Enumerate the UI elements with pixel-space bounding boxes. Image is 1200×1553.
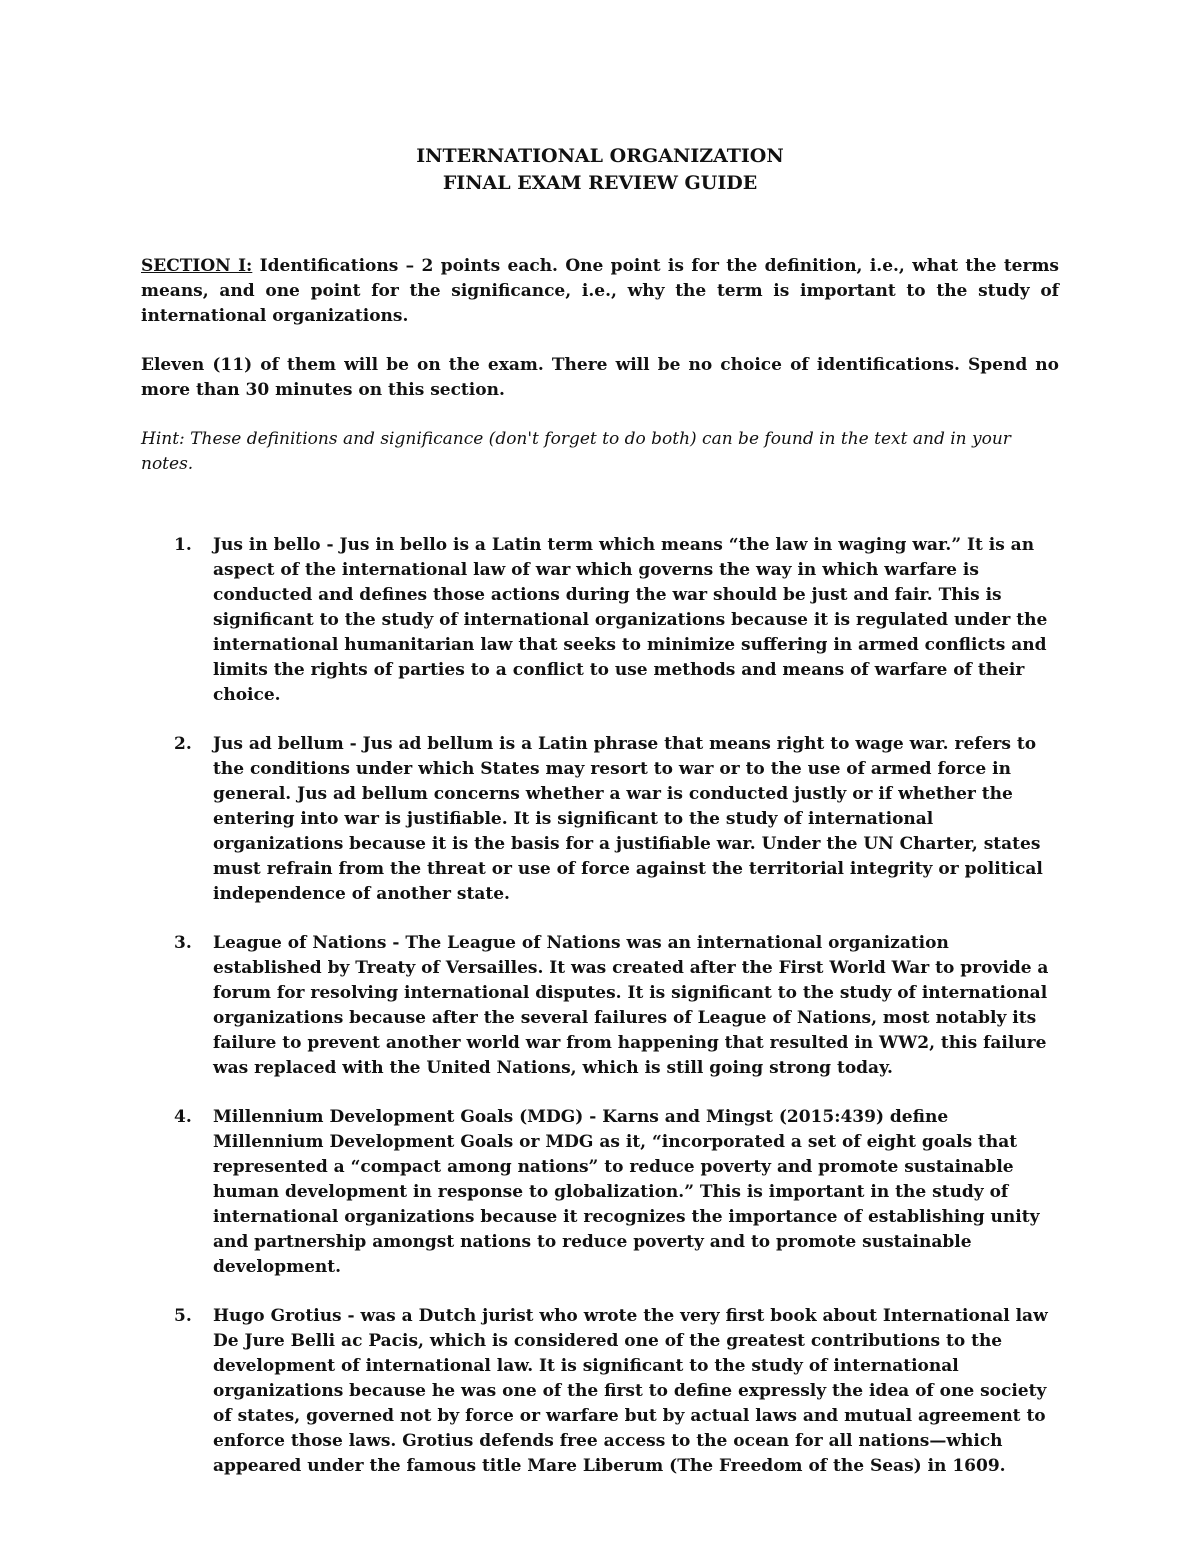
hint-text: Hint: These definitions and significance (don't forget to do both) can be found in the text and in your notes. <box>141 429 1011 474</box>
item-text: League of Nations - The League of Nations was an international organization established by Treaty of Versailles. It was created after the First World War to provide a forum for resolving international disputes. It is significant to the study of international organizations because after the several failures of League of Nations, most notably its failure to prevent another world war from happening that resulted in WW2, this failure was replaced with the United Nations, which is still going strong today. <box>213 933 1049 1078</box>
section-intro-text: Identifications – 2 points each. One point is for the definition, i.e., what the terms means, and one point for the significance, i.e., why the term is important to the study of international organizations. <box>141 256 1059 326</box>
section-instructions: Eleven (11) of them will be on the exam. There will be no choice of identifications. Spend no more than 30 minutes on this section. <box>141 355 1059 400</box>
list-item <box>141 732 1059 907</box>
item-number: 3. <box>174 933 192 953</box>
item-text: Jus ad bellum - Jus ad bellum is a Latin phrase that means right to wage war. refers to the conditions under which States may resort to war or to the use of armed force in general. Jus ad bellum concerns whether a war is conducted justly or if whether the entering into war is justifiable. It is significant to the study of international organizations because it is the basis for a justifiable war. Under the UN Charter, states must refrain from the threat or use of force against the territorial integrity or political independence of another state. <box>213 734 1043 904</box>
item-number: 4. <box>174 1107 192 1127</box>
list-item <box>141 1105 1059 1280</box>
item-number: 1. <box>174 535 192 555</box>
item-text: Jus in bello - Jus in bello is a Latin term which means “the law in waging war.” It is an aspect of the international law of war which governs the way in which warfare is conducted and defines those actions during the war should be just and fair. This is significant to the study of international organizations because it is regulated under the international humanitarian law that seeks to minimize suffering in armed conflicts and limits the rights of parties to a conflict to use methods and means of warfare of their choice. <box>213 535 1048 705</box>
identification-list <box>141 533 1059 1479</box>
list-item <box>141 931 1059 1081</box>
item-text: Millennium Development Goals (MDG) - Karns and Mingst (2015:439) define Millennium Development Goals or MDG as it, “incorporated a set of eight goals that represented a “compact among nations” to reduce poverty and promote sustainable human development in response to globalization.” This is important in the study of international organizations because it recognizes the importance of establishing unity and partnership amongst nations to reduce poverty and to promote sustainable development. <box>213 1107 1040 1277</box>
section-label: SECTION I: <box>141 256 253 276</box>
list-item <box>141 533 1059 708</box>
document-title: INTERNATIONAL ORGANIZATION <box>416 145 784 167</box>
section-intro <box>141 254 1059 329</box>
title-block <box>0 143 1200 197</box>
list-item <box>141 1304 1059 1479</box>
item-text: Hugo Grotius - was a Dutch jurist who wrote the very first book about International law De Jure Belli ac Pacis, which is considered one of the greatest contributions to the development of international law. It is significant to the study of international organizations because he was one of the first to define expressly the idea of one society of states, governed not by force or warfare but by actual laws and mutual agreement to enforce those laws. Grotius defends free access to the ocean for all nations—which appeared under the famous title Mare Liberum (The Freedom of the Seas) in 1609. <box>213 1306 1048 1476</box>
item-number: 5. <box>174 1306 192 1326</box>
document-body <box>141 254 1059 1503</box>
document-subtitle: FINAL EXAM REVIEW GUIDE <box>442 172 758 194</box>
item-number: 2. <box>174 734 192 754</box>
